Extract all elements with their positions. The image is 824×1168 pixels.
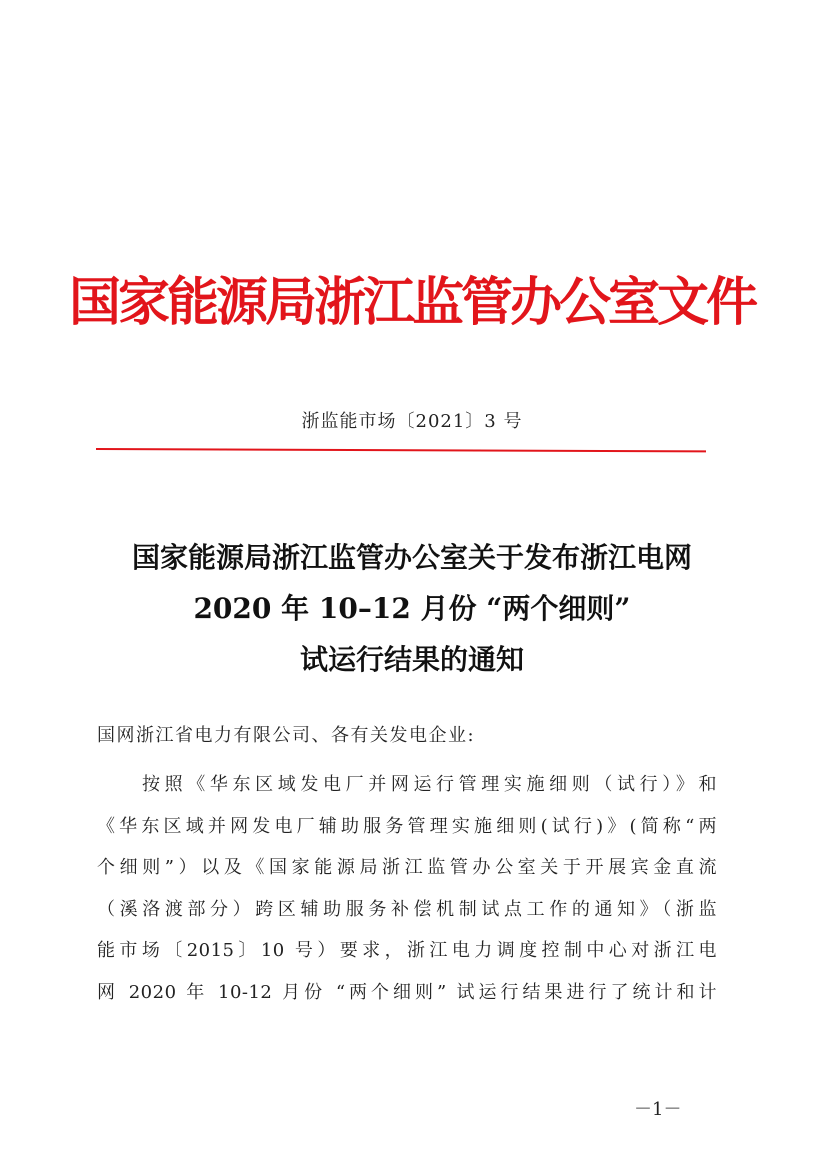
body-line: 按照《华东区域发电厂并网运行管理实施细则（试行）》和 <box>142 774 717 795</box>
page-number: －1－ <box>634 1099 682 1120</box>
red-divider-line <box>96 448 706 452</box>
document-number: 浙监能市场〔2021〕3 号 <box>301 411 523 432</box>
letterhead-title: 国家能源局浙江监管办公室文件 <box>68 272 755 333</box>
body-line: 网 2020 年 10-12 月份 “两个细则” 试运行结果进行了统计和计 <box>97 981 717 1003</box>
body-line: （溪洛渡部分）跨区辅助服务补偿机制试点工作的通知》（浙监 <box>97 898 717 920</box>
title-line-3: 试运行结果的通知 <box>299 643 524 676</box>
title-line-2: 2020 年 10–12 月份 “两个细则” <box>193 592 631 625</box>
notice-title <box>0 532 824 685</box>
title-line-1: 国家能源局浙江监管办公室关于发布浙江电网 <box>131 541 692 574</box>
body-line: 个细则”）以及《国家能源局浙江监管办公室关于开展宾金直流 <box>97 857 717 879</box>
body-line: 能市场〔2015〕10 号）要求，浙江电力调度控制中心对浙江电 <box>97 940 717 962</box>
body-paragraph <box>97 764 717 1014</box>
recipients-line: 国网浙江省电力有限公司、各有关发电企业: <box>97 725 476 746</box>
body-line: 《华东区域并网发电厂辅助服务管理实施细则(试行)》(简称“两 <box>97 815 717 837</box>
